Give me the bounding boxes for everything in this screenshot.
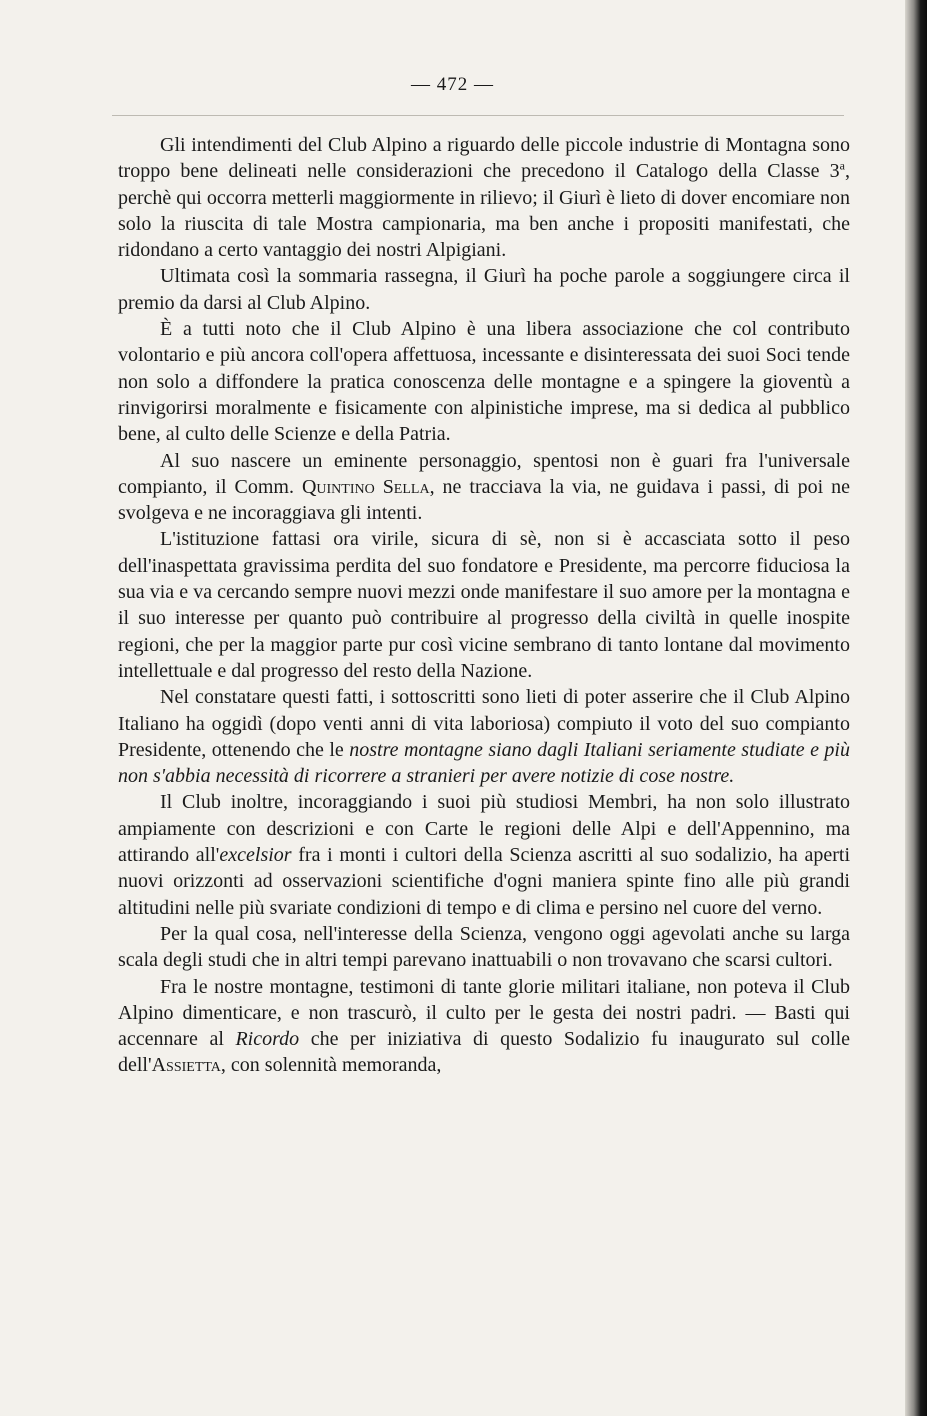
body-text xyxy=(118,132,850,1079)
paragraph-3: È a tutti noto che il Club Alpino è una libera associazione che col contributo volontario e più ancora coll'opera affettuosa, incessante e disinteressata dei suoi Soci tende non solo a diffondere la pratica conoscenza delle montagne e a spingere la gioventù a rinvigorirsi moralmente e fisicamente con alpinistiche imprese, ma si dedica al pubblico bene, al culto delle Scienze e della Patria. xyxy=(118,318,850,446)
paragraph-4-text-a: Al suo nascere un eminente personaggio, spentosi non è guari fra l'universale compianto, il Comm. xyxy=(118,449,850,498)
paragraph-9-italic: Ricordo xyxy=(235,1028,300,1051)
paragraph-1 xyxy=(118,132,850,263)
header-rule xyxy=(112,115,844,116)
paragraph-7-italic: excelsior xyxy=(219,844,292,867)
paragraph-1-text-a: Gli intendimenti del Club Alpino a riguardo delle piccole industrie di Montagna sono troppo bene delineati nelle considerazioni che precedono il Catalogo della Classe 3 xyxy=(118,134,850,183)
paragraph-4 xyxy=(118,448,850,527)
place-name: Assietta xyxy=(151,1054,221,1077)
paragraph-2: Ultimata così la sommaria rassegna, il Giurì ha poche parole a soggiungere circa il premio da darsi al Club Alpino. xyxy=(118,265,850,314)
paragraph-4-text-b: , ne tracciava la via, ne guidava i passi, di poi ne svolgeva e ne incoraggiava gli intenti. xyxy=(118,475,850,525)
paragraph-6 xyxy=(118,684,850,789)
paragraph-9-text-c: , con solennità memoranda, xyxy=(220,1054,442,1077)
paragraph-6-text-a: Nel constatare questi fatti, i sottoscritti sono lieti di poter asserire che il Club Alpino Italiano ha oggidì (dopo venti anni di vita laboriosa) compiuto il voto del suo compianto Presidente, ottenendo che le xyxy=(118,686,850,761)
name-space xyxy=(375,476,383,498)
paragraph-9-text-b: che per iniziativa di questo Sodalizio fu inaugurato sul colle dell' xyxy=(118,1028,851,1077)
person-last-name: Sella xyxy=(382,475,430,498)
paragraph-5: L'istituzione fattasi ora virile, sicura di sè, non si è accasciata sotto il peso dell'inaspettata gravissima perdita del suo fondatore e Presidente, ma percorre fiduciosa la sua via e va cercando sempre nuovi mezzi onde manifestare il suo amore per la montagna e il suo interesse per quanto può contribuire al progresso della civiltà in quelle inospite regioni, che per la maggior parte pur così vicine sembrano di tanto lontane dal movimento intellettuale e dal progresso del resto della Nazione. xyxy=(118,528,850,682)
paragraph-7-text-b: fra i monti i cultori della Scienza ascritti al suo sodalizio, ha aperti nuovi orizzonti ad osservazioni scientifiche d'ogni maniera spinte fino alle più grandi altitudini nelle più svariate condizioni di tempo e di clima e persino nel cuore del verno. xyxy=(118,844,850,919)
paragraph-8: Per la qual cosa, nell'interesse della Scienza, vengono oggi agevolati anche su larga scala degli studi che in altri tempi parevano inattuabili o non trovavano che scarsi cultori. xyxy=(118,922,850,972)
paragraph-1-text-b: , perchè qui occorra metterli maggiormente in rilievo; il Giurì è lieto di dover encomiare non solo la riuscita di tale Mostra campionaria, ma ben anche i propositi manifestati, che ridondano a certo vantaggio dei nostri Alpigiani. xyxy=(118,160,850,262)
page-number: — 472 — xyxy=(411,74,494,95)
paragraph-9 xyxy=(118,974,850,1079)
paragraph-6-italic: nostre montagne siano dagli Italiani seriamente studiate e più non s'abbia necessità di ricorrere a stranieri per avere notizie di cose nostre. xyxy=(118,738,850,788)
superscript-a: a xyxy=(839,158,845,173)
scan-edge xyxy=(905,0,927,1416)
paragraph-9-text-a: Fra le nostre montagne, testimoni di tante glorie militari italiane, non poteva il Club Alpino dimenticare, e non trascurò, il culto per le gesta dei nostri padri. — Basti qui accennare al xyxy=(118,975,850,1051)
paragraph-7 xyxy=(118,789,850,920)
person-first-name: Quintino xyxy=(301,475,375,498)
paragraph-7-text-a: Il Club inoltre, incoraggiando i suoi più studiosi Membri, ha non solo illustrato ampiamente con descrizioni e con Carte le regioni delle Alpi e dell'Appennino, ma attirando all' xyxy=(118,791,850,867)
